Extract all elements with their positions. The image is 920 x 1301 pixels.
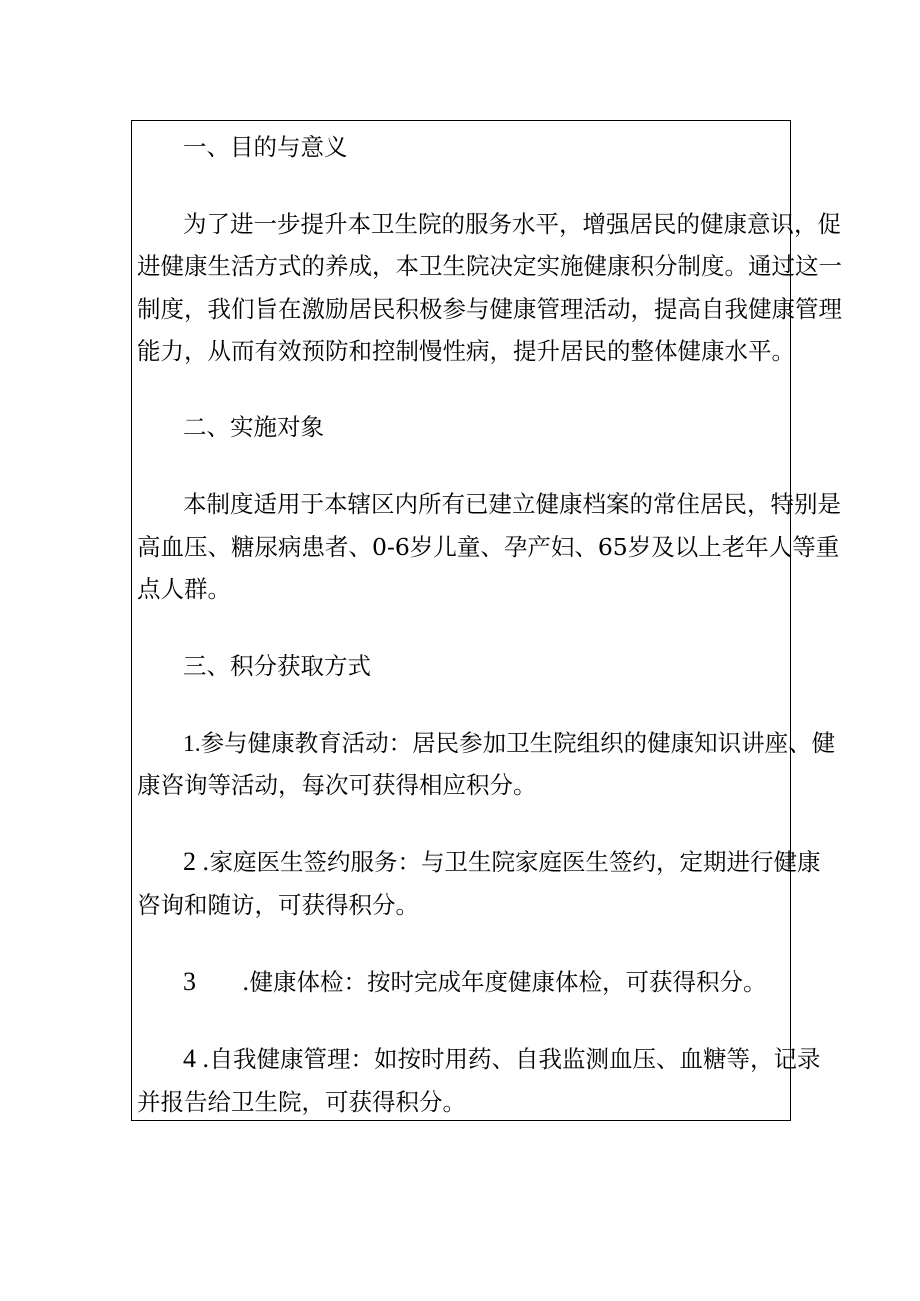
- list-item-text: .健康体检：按时完成年度健康体检，可获得积分。: [242, 968, 767, 996]
- list-item-4-line: [183, 1044, 821, 1074]
- paragraph-line: 高血压、糖尿病患者、0-6岁儿童、孕产妇、65岁及以上老年人等重: [137, 533, 840, 561]
- list-item-4-line: 并报告给卫生院，可获得积分。: [137, 1088, 466, 1116]
- list-item-1-line: [183, 728, 836, 759]
- list-item-number: 2: [183, 847, 196, 876]
- list-item-3-line: [183, 967, 789, 997]
- list-item-number: 4: [183, 1044, 196, 1073]
- list-item-1-line: 康咨询等活动，每次可获得相应积分。: [137, 771, 537, 799]
- list-item-number: 1.: [183, 731, 201, 757]
- paragraph-line: 能力，从而有效预防和控制慢性病，提升居民的整体健康水平。: [137, 337, 795, 365]
- list-item-2-line: [183, 847, 821, 877]
- list-item-number: 3: [183, 967, 196, 996]
- section-heading-purpose: 一、目的与意义: [183, 133, 348, 161]
- paragraph-line: 进健康生活方式的养成，本卫生院决定实施健康积分制度。通过这一: [137, 252, 842, 280]
- paragraph-line: 为了进一步提升本卫生院的服务水平，增强居民的健康意识，促: [183, 210, 841, 238]
- section-heading-target: 二、实施对象: [183, 413, 324, 441]
- list-item-2-line: 咨询和随访，可获得积分。: [137, 891, 419, 919]
- paragraph-line: 本制度适用于本辖区内所有已建立健康档案的常住居民，特别是: [183, 490, 841, 518]
- paragraph-line: 制度，我们旨在激励居民积极参与健康管理活动，提高自我健康管理: [137, 295, 842, 323]
- section-heading-methods: 三、积分获取方式: [183, 652, 371, 680]
- list-item-text: 参与健康教育活动：居民参加卫生院组织的健康知识讲座、健: [200, 729, 836, 757]
- list-item-text: .自我健康管理：如按时用药、自我监测血压、血糖等，记录: [202, 1045, 821, 1073]
- paragraph-line: 点人群。: [137, 575, 231, 603]
- list-item-text: .家庭医生签约服务：与卫生院家庭医生签约，定期进行健康: [202, 848, 821, 876]
